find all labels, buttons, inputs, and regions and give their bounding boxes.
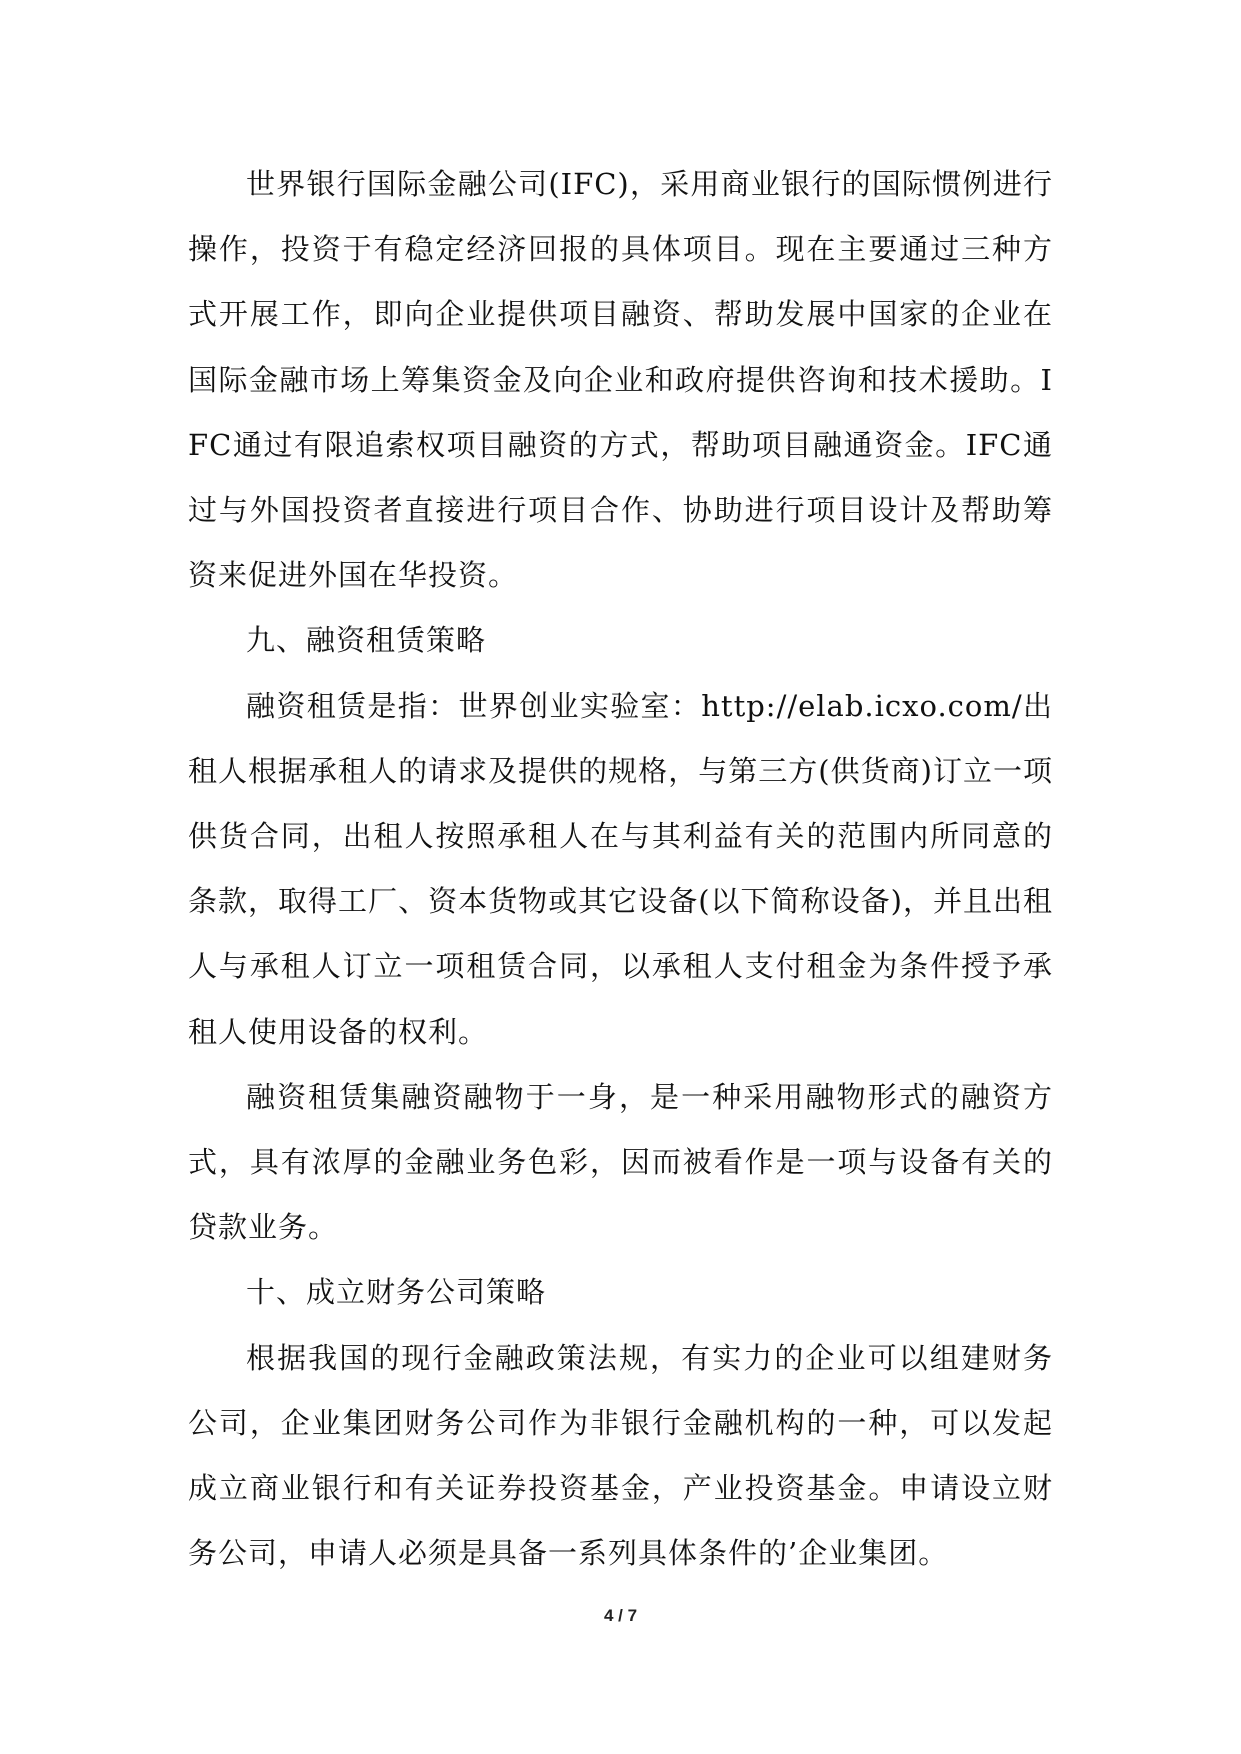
page-number: 4 / 7 <box>603 1606 638 1625</box>
paragraph-finance-company: 根据我国的现行金融政策法规，有实力的企业可以组建财务公司，企业集团财务公司作为非银行金融机构的一种，可以发起成立商业银行和有关证券投资基金，产业投资基金。申请设立财务公司，申请人必须是具备一系列具体条件的’企业集团。 <box>188 1340 1053 1571</box>
paragraph-leasing-definition: 融资租赁是指：世界创业实验室：http://elab.icxo.com/出租人根据承租人的请求及提供的规格，与第三方(供货商)订立一项供货合同，出租人按照承租人在与其利益有关的范围内所同意的条款，取得工厂、资本货物或其它设备(以下简称设备)，并且出租人与承租人订立一项租赁合同，以承租人支付租金为条件授予承租人使用设备的权利。 <box>188 688 1053 1049</box>
section-heading-financial-leasing: 九、融资租赁策略 <box>246 623 487 658</box>
document-body <box>188 152 1053 1586</box>
paragraph-ifc: 世界银行国际金融公司(IFC)，采用商业银行的国际惯例进行操作，投资于有稳定经济回报的具体项目。现在主要通过三种方式开展工作，即向企业提供项目融资、帮助发展中国家的企业在国际金融市场上筹集资金及向企业和政府提供咨询和技术援助。IFC通过有限追索权项目融资的方式，帮助项目融通资金。IFC通过与外国投资者直接进行项目合作、协助进行项目设计及帮助筹资来促进外国在华投资。 <box>188 167 1053 593</box>
section-heading-finance-company: 十、成立财务公司策略 <box>246 1275 547 1310</box>
paragraph-leasing-features: 融资租赁集融资融物于一身，是一种采用融物形式的融资方式，具有浓厚的金融业务色彩，因而被看作是一项与设备有关的贷款业务。 <box>188 1079 1053 1245</box>
